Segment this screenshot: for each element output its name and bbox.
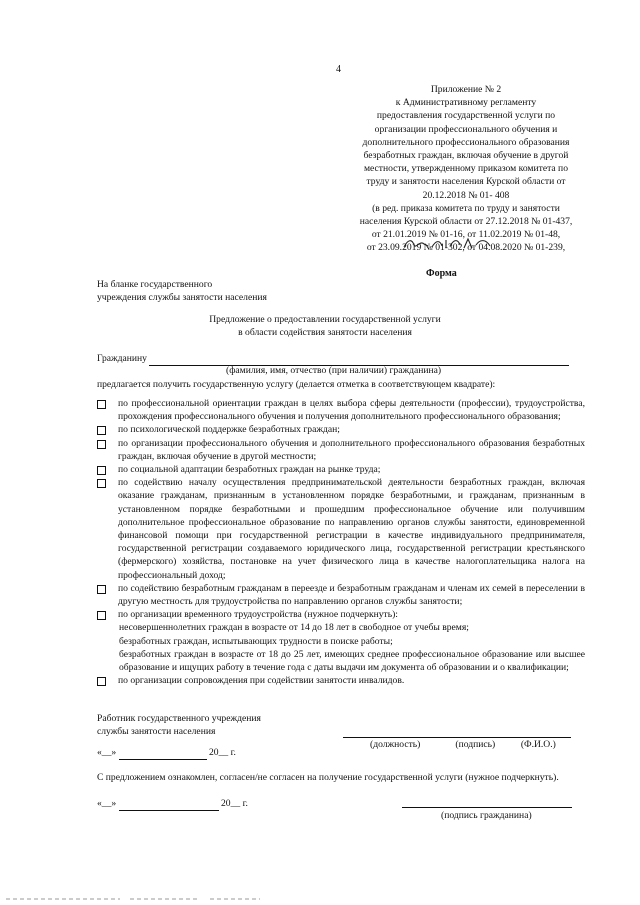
signature-caption: (подпись) bbox=[455, 739, 496, 750]
worker-line: Работник государственного учреждения bbox=[97, 713, 261, 724]
year-field: 20__ г. bbox=[221, 798, 248, 809]
day-field: «__» bbox=[97, 798, 117, 809]
option-checkbox[interactable] bbox=[97, 585, 106, 594]
page-number: 4 bbox=[336, 64, 341, 75]
appendix-line: от 21.01.2019 № 01-16, от 11.02.2019 № 01-48, bbox=[371, 229, 561, 241]
appendix-line: организации профессионального обучения и bbox=[374, 123, 558, 135]
worker-date bbox=[97, 746, 236, 760]
appendix-line: от 23.09.2019 № 01-302, от 04.08.2020 № 01-239, bbox=[366, 242, 566, 254]
appendix-line: к Административному регламенту bbox=[395, 97, 537, 109]
appendix-header bbox=[335, 83, 597, 255]
option-checkbox[interactable] bbox=[97, 440, 106, 449]
appendix-line: дополнительного профессионального образования bbox=[362, 136, 570, 148]
offer-text: предлагается получить государственную услугу (делается отметка в соответствующем квадрате): bbox=[97, 379, 496, 390]
citizen-date bbox=[97, 797, 248, 811]
scan-artifact bbox=[0, 893, 300, 905]
appendix-line: Приложение № 2 bbox=[430, 84, 502, 95]
worker-block bbox=[97, 712, 261, 738]
service-options bbox=[97, 397, 585, 687]
option-checkbox[interactable] bbox=[97, 611, 106, 620]
appendix-line: (в ред. приказа комитета по труду и занятости bbox=[372, 202, 560, 214]
handwritten-amendment bbox=[402, 236, 494, 250]
worker-line: службы занятости населения bbox=[97, 726, 216, 738]
option-text: по организации временного трудоустройства (нужное подчеркнуть): bbox=[118, 609, 398, 621]
appendix-line: 20.12.2018 № 01- 408 bbox=[422, 189, 510, 201]
option-item bbox=[97, 608, 585, 621]
option-text: по социальной адаптации безработных граждан на рынке труда; bbox=[118, 464, 381, 476]
citizen-name-caption: (фамилия, имя, отчество (при наличии) гражданина) bbox=[226, 365, 442, 376]
citizen-label: Гражданину bbox=[97, 353, 147, 364]
citizen-signature-line[interactable] bbox=[402, 807, 572, 808]
temp-employment-subitem: безработных граждан в возрасте от 18 до 25 лет, имеющих среднее профессиональное образование или высшее образование и ищущих работу в течение года с даты выдачи им документа об образовании и о квалификации; bbox=[119, 648, 585, 674]
letterhead-note bbox=[97, 278, 267, 304]
appendix-line: местности, утвержденному приказом комитета по bbox=[363, 163, 568, 175]
option-checkbox[interactable] bbox=[97, 677, 106, 686]
option-item bbox=[97, 674, 585, 687]
option-item bbox=[97, 437, 585, 463]
option-text: по содействию безработным гражданам в переезде и безработным гражданам и членам их семей в переселении в другую местность для трудоустройства по направлению органов службы занятости; bbox=[118, 582, 585, 608]
option-text: по организации сопровождения при содействии занятости инвалидов. bbox=[118, 675, 405, 687]
day-field: «__» bbox=[97, 747, 117, 758]
citizen-signature-caption: (подпись гражданина) bbox=[441, 810, 532, 821]
option-item bbox=[97, 397, 585, 423]
option-item bbox=[97, 582, 585, 608]
month-field[interactable] bbox=[119, 746, 207, 760]
appendix-line: безработных граждан, включая обучение в другой bbox=[363, 150, 569, 162]
appendix-line: предоставления государственной услуги по bbox=[376, 110, 556, 122]
title-line: Предложение о предоставлении государственной услуги bbox=[209, 314, 441, 325]
letterhead-line: учреждения службы занятости населения bbox=[97, 292, 267, 304]
document-title bbox=[160, 313, 490, 339]
fio-caption: (Ф.И.О.) bbox=[520, 739, 556, 750]
option-text: по профессиональной ориентации граждан в целях выбора сферы деятельности (профессии), трудоустройства, прохождения профессионального обучения и получения дополнительного профессионального образования; bbox=[118, 398, 585, 423]
appendix-line: труду и занятости населения Курской области от bbox=[366, 176, 566, 188]
option-checkbox[interactable] bbox=[97, 426, 106, 435]
temp-employment-subitem: несовершеннолетних граждан в возрасте от 14 до 18 лет в свободное от учебы время; bbox=[119, 622, 469, 634]
option-text: по психологической поддержке безработных граждан; bbox=[118, 424, 340, 436]
position-caption: (должность) bbox=[370, 739, 421, 750]
letterhead-line: На бланке государственного bbox=[97, 279, 213, 290]
option-item bbox=[97, 463, 585, 476]
option-checkbox[interactable] bbox=[97, 466, 106, 475]
appendix-line: населения Курской области от 27.12.2018 № 01-437, bbox=[359, 216, 573, 228]
form-label: Форма bbox=[426, 268, 457, 279]
temp-employment-subitem: безработных граждан, испытывающих трудности в поиске работы; bbox=[119, 635, 393, 647]
option-item bbox=[97, 423, 585, 436]
option-checkbox[interactable] bbox=[97, 479, 106, 488]
option-item bbox=[97, 476, 585, 582]
option-text: по содействию началу осуществления предпринимательской деятельности безработных граждан, включая оказание гражданам, признанным в установленном порядке безработными, и гражданам, признанным в установленном порядке безработными и прошедшим профессиональное обучение или получившим дополнительное профессиональное образование по направлению органов службы занятости, единовременной финансовой помощи при государственной регистрации в качестве индивидуального предпринимателя, государственной регистрации создаваемого юридического лица, государственной регистрации крестьянского (фермерского) хозяйства, постановке на учет физического лица в качестве налогоплательщика налога на профессиональный доход; bbox=[118, 477, 585, 581]
option-checkbox[interactable] bbox=[97, 400, 106, 409]
month-field[interactable] bbox=[119, 797, 219, 811]
title-line: в области содействия занятости населения bbox=[238, 327, 412, 339]
year-field: 20__ г. bbox=[209, 747, 236, 758]
signature-captions bbox=[370, 738, 556, 751]
option-text: по организации профессионального обучения и дополнительного профессионального образования безработных граждан, включая обучение в другой местности; bbox=[118, 437, 585, 462]
acknowledgement-text: С предложением ознакомлен, согласен/не согласен на получение государственной услуги (нужное подчеркнуть). bbox=[97, 772, 559, 783]
